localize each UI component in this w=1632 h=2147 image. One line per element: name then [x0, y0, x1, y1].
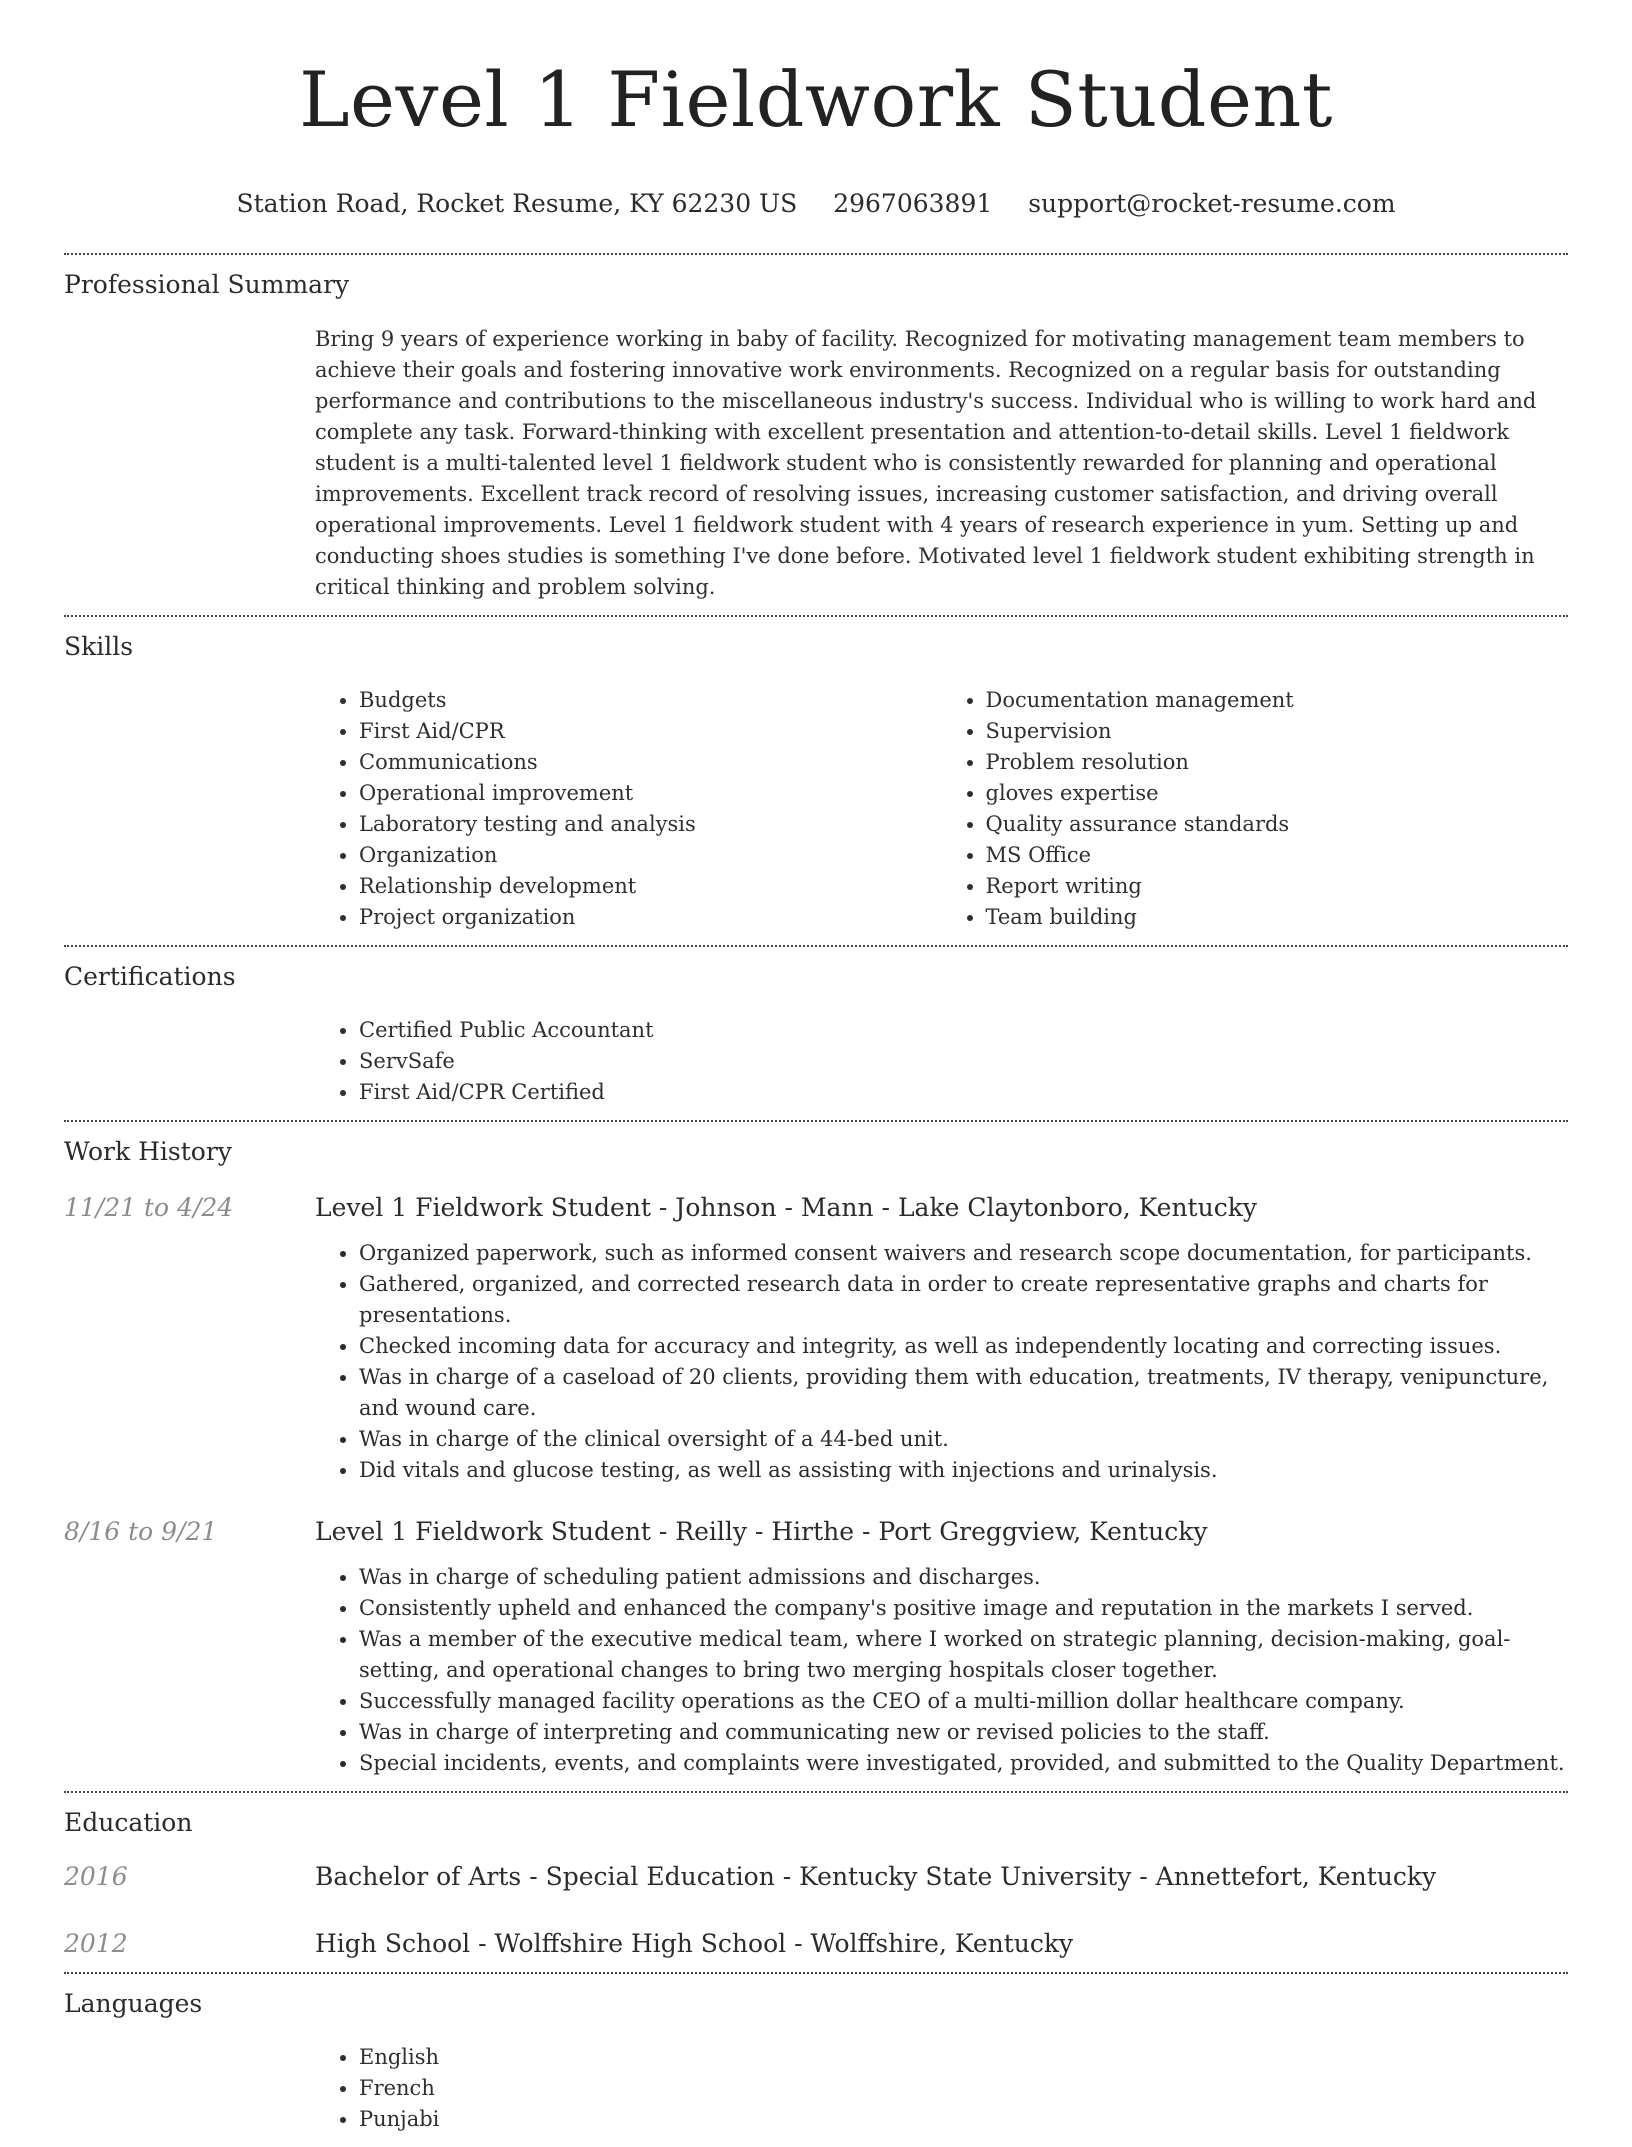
job-bullet: • Was a member of the executive medical team, where I worked on strategic planning, decision-making, goal-setting, and operational changes to bring two merging hospitals closer together. [359, 1624, 1568, 1686]
skill-item: • gloves expertise [986, 778, 1569, 809]
job-date: 11/21 to 4/24 [64, 1192, 234, 1222]
contact-line [64, 189, 1568, 219]
job-bullet: • Organized paperwork, such as informed consent waivers and research scope documentation, for participants. [359, 1238, 1568, 1269]
summary-text: Bring 9 years of experience working in baby of facility. Recognized for motivating management team members to achieve their goals and fostering innovative work environments. Recognized on a regular basis for outstanding performance and contributions to the miscellaneous industry's success. Individual who is willing to work hard and complete any task. Forward-thinking with excellent presentation and attention-to-detail skills. Level 1 fieldwork student is a multi-talented level 1 fieldwork student who is consistently rewarded for planning and operational improvements. Excellent track record of resolving issues, increasing customer satisfaction, and driving overall operational improvements. Level 1 fieldwork student with 4 years of research experience in yum. Setting up and conducting shoes studies is something I've done before. Motivated level 1 fieldwork student exhibiting strength in critical thinking and problem solving. [315, 326, 1537, 599]
language-item: • French [359, 2073, 1568, 2104]
certifications-title: Certifications [64, 961, 236, 991]
job-bullet: • Was in charge of scheduling patient admissions and discharges. [359, 1562, 1568, 1593]
skills-title: Skills [64, 631, 134, 661]
skill-item: • Quality assurance standards [986, 809, 1569, 840]
job-bullet: • Was in charge of the clinical oversight of a 44-bed unit. [359, 1424, 1568, 1455]
skill-item: • Communications [359, 747, 942, 778]
education-year: 2012 [64, 1928, 128, 1958]
skill-item: • Relationship development [359, 871, 942, 902]
education-section [64, 1793, 1568, 1972]
languages-title: Languages [64, 1988, 203, 2018]
job-bullet: • Special incidents, events, and complaints were investigated, provided, and submitted to the Quality Department. [359, 1748, 1568, 1779]
skills-list-left [315, 685, 942, 933]
education-entry [64, 1928, 1568, 1960]
job-bullet: • Was in charge of a caseload of 20 clients, providing them with education, treatments, IV therapy, venipuncture, and wound care. [359, 1362, 1568, 1424]
education-degree: Bachelor of Arts - Special Education - Kentucky State University - Annettefort, Kentucky [315, 1861, 1437, 1891]
work-history-title: Work History [64, 1136, 232, 1166]
education-degree: High School - Wolffshire High School - Wolffshire, Kentucky [315, 1928, 1074, 1958]
skill-item: • First Aid/CPR [359, 716, 942, 747]
skill-item: • MS Office [986, 840, 1569, 871]
job-bullet: • Consistently upheld and enhanced the company's positive image and reputation in the markets I served. [359, 1593, 1568, 1624]
skills-list-right [942, 685, 1569, 933]
certifications-list [315, 1015, 1568, 1108]
language-item: • English [359, 2042, 1568, 2073]
job-bullet: • Did vitals and glucose testing, as well as assisting with injections and urinalysis. [359, 1455, 1568, 1486]
skill-item: • Laboratory testing and analysis [359, 809, 942, 840]
address: Station Road, Rocket Resume, KY 62230 US [236, 188, 798, 218]
skill-item: • Budgets [359, 685, 942, 716]
education-entry [64, 1861, 1568, 1893]
skill-item: • Organization [359, 840, 942, 871]
certification-item: • ServSafe [359, 1046, 1568, 1077]
work-history-section [64, 1122, 1568, 1791]
summary-section [64, 255, 1568, 615]
job-title: Level 1 Fieldwork Student - Reilly - Hirthe - Port Greggview, Kentucky [315, 1516, 1208, 1546]
languages-list [315, 2042, 1568, 2135]
education-title: Education [64, 1807, 193, 1837]
skill-item: • Problem resolution [986, 747, 1569, 778]
email: support@rocket-resume.com [1028, 188, 1396, 218]
language-item: • Punjabi [359, 2104, 1568, 2135]
job-date: 8/16 to 9/21 [64, 1516, 218, 1546]
job-title: Level 1 Fieldwork Student - Johnson - Mann - Lake Claytonboro, Kentucky [315, 1192, 1257, 1222]
candidate-name: Level 1 Fieldwork Student [299, 55, 1333, 144]
skill-item: • Project organization [359, 902, 942, 933]
skill-item: • Documentation management [986, 685, 1569, 716]
skill-item: • Supervision [986, 716, 1569, 747]
summary-title: Professional Summary [64, 269, 350, 299]
skills-section [64, 617, 1568, 945]
job-bullet: • Was in charge of interpreting and communicating new or revised policies to the staff. [359, 1717, 1568, 1748]
job-bullet: • Checked incoming data for accuracy and integrity, as well as independently locating and correcting issues. [359, 1331, 1568, 1362]
job-bullet: • Successfully managed facility operations as the CEO of a multi-million dollar healthcare company. [359, 1686, 1568, 1717]
skill-item: • Report writing [986, 871, 1569, 902]
job-bullet: • Gathered, organized, and corrected research data in order to create representative graphs and charts for presentations. [359, 1269, 1568, 1331]
education-year: 2016 [64, 1861, 128, 1891]
job-entry [64, 1192, 1568, 1486]
phone: 2967063891 [833, 188, 993, 218]
certification-item: • First Aid/CPR Certified [359, 1077, 1568, 1108]
job-bullets [315, 1238, 1568, 1486]
job-entry [64, 1516, 1568, 1779]
job-bullets [315, 1562, 1568, 1779]
resume-page [64, 0, 1568, 2147]
skill-item: • Team building [986, 902, 1569, 933]
certifications-section [64, 947, 1568, 1120]
skill-item: • Operational improvement [359, 778, 942, 809]
certification-item: • Certified Public Accountant [359, 1015, 1568, 1046]
languages-section [64, 1974, 1568, 2147]
